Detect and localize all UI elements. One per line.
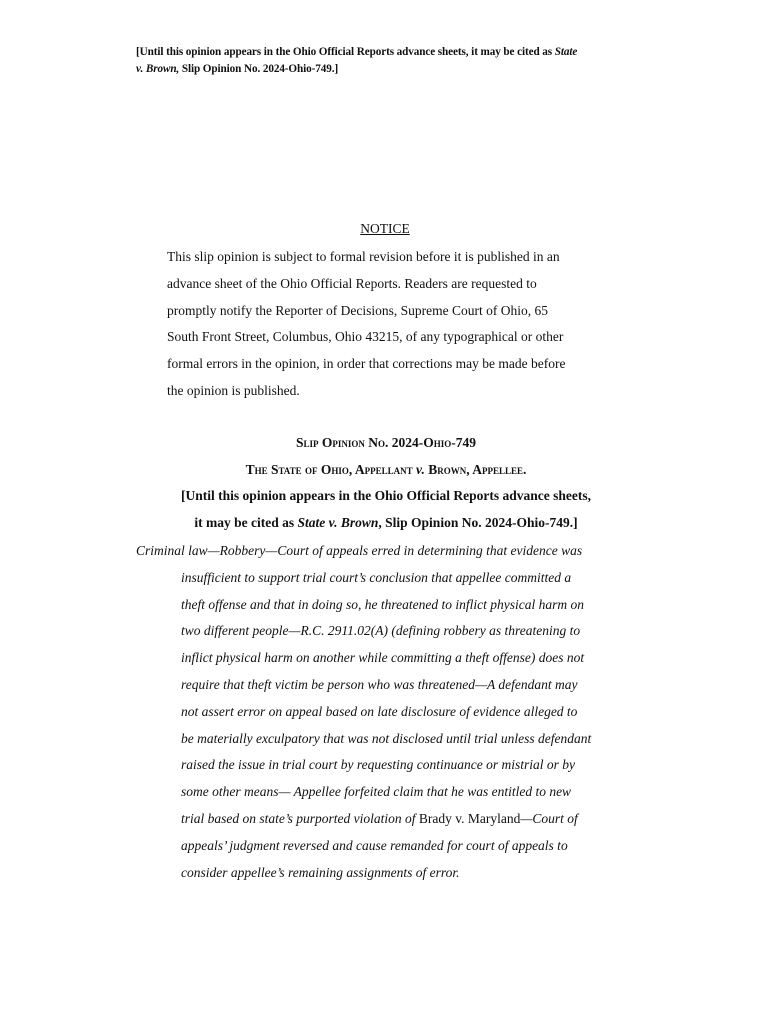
- parties-versus: v.: [416, 461, 425, 477]
- syllabus-line: raised the issue in trial court by requesting continuance or mistrial or by: [181, 757, 575, 773]
- citation-case-name: State v. Brown: [297, 514, 379, 530]
- syllabus-line: appeals’ judgment reversed and cause remanded for court of appeals to: [181, 837, 568, 853]
- citation-notice-line2: [136, 510, 636, 537]
- syllabus-line: theft offense and that in doing so, he threatened to inflict physical harm on: [181, 596, 584, 612]
- notice-line: the opinion is published.: [167, 382, 300, 398]
- notice-title: NOTICE: [360, 221, 410, 236]
- header-text-2: Slip Opinion No. 2024-Ohio-749.]: [179, 63, 339, 75]
- notice-line: This slip opinion is subject to formal revision before it is published in an: [167, 249, 560, 264]
- slip-opinion-number: Slip Opinion No. 2024-Ohio-749: [295, 435, 476, 450]
- header-text: [Until this opinion appears in the Ohio Official Reports advance sheets, it may be cited as: [136, 46, 555, 58]
- syllabus-text: trial based on state’s purported violation of: [181, 810, 419, 826]
- parties-appellee: Brown, Appellee.: [424, 461, 527, 477]
- citation-notice-line1: [Until this opinion appears in the Ohio Official Reports advance sheets,: [181, 488, 591, 503]
- syllabus-line: two different people—R.C. 2911.02(A) (defining robbery as threatening to: [181, 623, 581, 639]
- case-parties: [136, 457, 636, 484]
- notice-line: formal errors in the opinion, in order that corrections may be made before: [167, 356, 566, 372]
- syllabus-line: insufficient to support trial court’s conclusion that appellee committed a: [181, 569, 572, 585]
- page-header-citation: [136, 44, 636, 78]
- syllabus-line: inflict physical harm on another while committing a theft offense) does not: [181, 650, 585, 666]
- syllabus-line: not assert error on appeal based on late disclosure of evidence alleged to: [181, 703, 578, 719]
- notice-line: South Front Street, Columbus, Ohio 43215, of any typographical or other: [167, 329, 564, 345]
- syllabus: [136, 538, 636, 886]
- syllabus-line: be materially exculpatory that was not disclosed until trial unless defendant: [181, 730, 592, 746]
- syllabus-line: [136, 806, 636, 833]
- parties-appellant: The State of Ohio, Appellant: [245, 461, 417, 477]
- citation-text-2: , Slip Opinion No. 2024-Ohio-749.]: [378, 514, 578, 530]
- header-case-italic-2: v. Brown,: [136, 63, 180, 75]
- header-case-italic: State: [554, 46, 578, 58]
- notice-line: promptly notify the Reporter of Decisions, Supreme Court of Ohio, 65: [167, 302, 548, 318]
- case-caption: [136, 430, 636, 536]
- syllabus-line: some other means— Appellee forfeited claim that he was entitled to new: [181, 784, 572, 800]
- syllabus-text-2: —Court of: [520, 810, 578, 826]
- citation-text: it may be cited as: [194, 514, 298, 530]
- notice-line: advance sheet of the Ohio Official Reports. Readers are requested to: [167, 275, 537, 291]
- syllabus-line: consider appellee’s remaining assignments of error.: [181, 864, 460, 880]
- syllabus-line: Criminal law—Robbery—Court of appeals erred in determining that evidence was: [136, 543, 583, 558]
- notice-block: [167, 218, 603, 405]
- brady-case-name: Brady v. Maryland: [418, 810, 521, 826]
- syllabus-line: require that theft victim be person who was threatened—A defendant may: [181, 676, 578, 692]
